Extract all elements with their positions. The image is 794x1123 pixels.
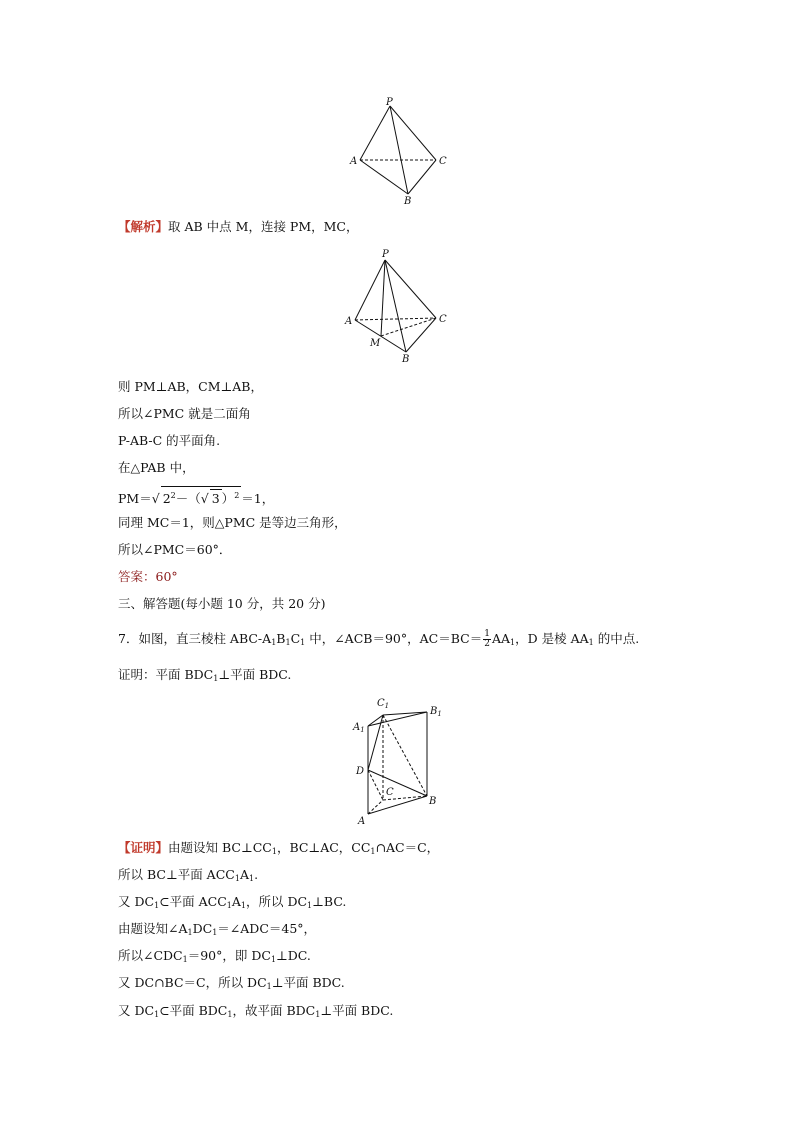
- label-a: A: [350, 156, 358, 167]
- tetrahedron-figure-1: [340, 96, 460, 208]
- label-a: A: [345, 316, 353, 327]
- analysis-tag: 【解析】: [118, 219, 169, 234]
- solution-line-1: 则 PM⊥AB，CM⊥AB，: [118, 379, 263, 394]
- solution-line-5-formula: PM＝√ $2^2-(√$ 3 ）$^2$ ＝1，: [118, 486, 274, 508]
- edge-ab: [355, 320, 406, 352]
- proof-line-2: 所以 BC⊥平面 $ACC_1A_1$.: [118, 867, 259, 883]
- proof-line-7: 又 $DC_1\subset$平面 $BDC_1$，故平面 $BDC_1\perp$平面 BDC.: [118, 1003, 394, 1019]
- edge-pa: [355, 260, 385, 320]
- label-a: A: [358, 816, 366, 827]
- segment-dc-hidden: [368, 770, 383, 800]
- proof-tag: 【证明】: [118, 840, 169, 855]
- analysis-intro-line: [118, 218, 359, 236]
- label-c: C: [386, 787, 394, 798]
- tetrahedron-figure-2: [340, 246, 460, 368]
- solution-line-6: 同理 MC＝1，则△PMC 是等边三角形，: [118, 515, 347, 530]
- segment-db: [368, 770, 427, 796]
- proof-line-1: 【证明】由题设知 $BC\perp CC_1$，BC⊥AC，$CC_1\cap AC=C$，: [118, 840, 440, 856]
- edge-pb: [385, 260, 406, 352]
- edge-ab: [360, 160, 408, 194]
- edge-pb: [390, 106, 408, 194]
- edge-pa: [360, 106, 390, 160]
- label-b: B: [429, 796, 437, 807]
- solution-line-3: P-AB-C 的平面角.: [118, 433, 221, 448]
- solution-line-4: 在△PAB 中，: [118, 460, 195, 475]
- proof-line-5: 所以$\angle CDC_1=90^\circ$，即 $DC_1\perp DC$.: [118, 948, 311, 964]
- analysis-intro: 取 AB 中点 M，连接 PM，MC，: [168, 219, 359, 234]
- solution-line-7: 所以∠PMC＝60°．: [118, 542, 232, 557]
- radical: $2^2-(√$ 3 ）$^2$: [161, 486, 242, 508]
- label-b: B: [404, 196, 412, 207]
- section-heading: 三、解答题(每小题 10 分，共 20 分): [118, 596, 326, 611]
- label-d: D: [356, 766, 365, 777]
- label-p: P: [386, 97, 393, 108]
- label-b1: $B_1$: [430, 706, 442, 718]
- proof-line-6: 又 DC∩BC＝C，所以 $DC_1\perp$平面 BDC.: [118, 975, 345, 991]
- label-c: C: [439, 314, 447, 325]
- edge-ac-hidden: [355, 318, 436, 320]
- question-7-prove: 证明：平面 $BDC_1\perp$平面 BDC.: [118, 667, 292, 683]
- label-p: P: [382, 249, 389, 260]
- segment-pm: [381, 260, 385, 336]
- edge-pc: [390, 106, 436, 160]
- label-m: M: [370, 338, 381, 349]
- answer-line: 答案：60°: [118, 569, 178, 584]
- edge-bc: [408, 160, 436, 194]
- segment-c1b-hidden: [383, 715, 427, 796]
- solution-line-2: 所以∠PMC 就是二面角: [118, 406, 251, 421]
- label-c: C: [439, 156, 447, 167]
- edge-pc: [385, 260, 436, 318]
- label-b: B: [402, 354, 410, 365]
- label-c1: $C_1$: [377, 698, 390, 710]
- segment-dc1: [368, 715, 383, 770]
- proof-line-3: 又 $DC_1\subset$平面 $ACC_1A_1$，所以 $DC_1\perp BC$.: [118, 894, 347, 910]
- question-7-statement: 7．如图，直三棱柱 ABC-$A_1B_1C_1$ 中，∠ACB＝90°，AC＝BC＝ $\frac{1}{2}$ $AA_1$，D 是棱 $AA_1$ 的中点.: [118, 629, 640, 649]
- fraction-one-half: $\frac{1}{2}$: [484, 629, 490, 649]
- proof-line-4: 由题设知$\angle A_1DC_1=\angle ADC=45^\circ$，: [118, 921, 317, 937]
- prism-figure: [345, 690, 455, 830]
- edge-ab: [368, 796, 427, 814]
- label-a1: $A_1$: [353, 722, 365, 734]
